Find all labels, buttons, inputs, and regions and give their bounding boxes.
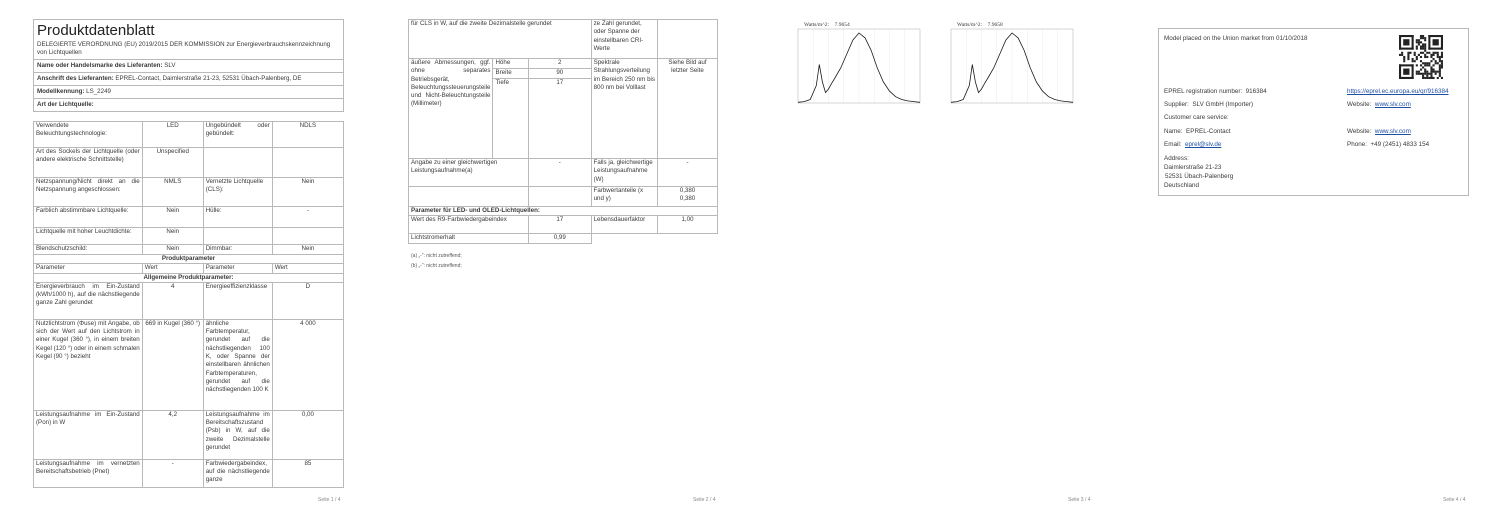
spectrum-chart [939,19,1079,109]
email: Email: eprel@slv.de [1164,141,1222,148]
footnote: (a) „-“: nicht zutreffend; [411,253,462,259]
contact-name: Name: EPREL-Contact [1164,128,1231,135]
table-row: äußere Abmessungen, ggf. ohne separates Betriebsgerät, Beleuchtungssteuerungsteile und Nicht-Beleuchtungsteile (Millimeter) Höhe 2 Spektrale Strahlungsverteilung im Bereich 250 nm bis 800 nm bei Volllast Siehe Bild auf letzter Seite [409,59,718,69]
page-1 [0,0,375,530]
address-label: Address: [1164,155,1189,162]
header-box [33,19,344,112]
market-date: Model placed on the Union market from 01/10/2018 [1164,35,1308,42]
address-line: Daimlerstraße 21-23 [1164,164,1222,171]
supplier-address-row: Anschrift des Lieferanten: EPREL-Contact, Daimlerstraße 21-23, 52531 Übach-Palenberg, DE [34,72,343,85]
table-row: Allgemeine Produktparameter: [34,273,344,282]
phone: Phone: +49 (2451) 4833 154 [1347,141,1430,148]
eprel-link[interactable]: https://eprel.ec.europa.eu/qr/916384 [1347,88,1449,95]
light-type-heading: Art der Lichtquelle: [34,98,343,111]
website-link[interactable]: www.slv.com [1374,101,1411,108]
table-row: Wert des R9-Farbwiedergabeindex 17 Lebensdauerfaktor 1,00 [409,216,718,234]
table-row: Farblich abstimmbare Lichtquelle: Nein Hülle: - [34,207,344,228]
email-link[interactable]: eprel@slv.de [1185,141,1222,148]
page-number: Seite 3 / 4 [1068,497,1091,503]
table-row: Farbwertanteile (x und y) 0,380 0,380 [409,187,718,207]
table-row: Art des Sockels der Lichtquelle (oder andere elektrische Schnittstelle) Unspecified [34,148,344,178]
address-line: 52531 Übach-Palenberg [1165,173,1234,180]
table-row: Breite 90 [409,69,718,79]
table-header-row: Parameter Wert Parameter Wert [34,264,344,273]
spectrum-plot [939,19,1079,109]
care-website-link[interactable]: www.slv.com [1374,128,1411,135]
table-row: für CLS in W, auf die zweite Dezimalstelle gerundet ze Zahl gerundet, oder Spanne der einstellbaren CRI-Werte [409,20,718,59]
page-number: Seite 2 / 4 [693,497,716,503]
model-row: Modellkennung: LS_2249 [34,85,343,98]
eprel-card [1158,28,1469,196]
table-row: Tiefe 17 [409,79,718,159]
table-row: Leistungsaufnahme im vernetzten Bereitschaftsbetrieb (Pnet) - Farbwiedergabeindex, auf die nächstliegende ganze 85 [34,459,344,487]
table-row: Blendschutzschild: Nein Dimmbar: Nein [34,245,344,255]
customer-care-heading: Customer care service: [1164,114,1229,121]
page-3 [750,0,1125,530]
address-line: Deutschland [1164,182,1200,189]
table-row: Lichtquelle mit hoher Leuchtdichte: Nein [34,228,344,245]
regulation-text: DELEGIERTE VERORDNUNG (EU) 2019/2015 DER KOMMISSION zur Energieverbrauchskennzeichnung von Lichtquellen [37,41,331,56]
table-row: Parameter für LED- und OLED-Lichtquellen: [409,207,718,216]
table-row: Produktparameter [34,255,344,264]
page-number: Seite 4 / 4 [1443,497,1466,503]
table-row: Nutzlichtstrom (Φuse) mit Angabe, ob sich der Wert auf den Lichtstrom in einer Kugel (360 °), in einem breiten Kegel (120 °) oder in einem schmalen Kegel (90 °) bezieht 669 in Kugel (360 °) ähnliche Farbtemperatur, gerundet auf die nächstliegenden 100 K, oder Spanne der einstellbaren ähnlichen Farbtemperaturen, gerundet auf die nächstliegenden 100 K 4 000 [34,319,344,410]
table-row: Energieverbrauch im Ein-Zustand (kWh/1000 h), auf die nächstliegende ganze Zahl gerundet 4 Energieeffizienzklasse D [34,282,344,319]
website: Website: www.slv.com [1347,101,1411,108]
page-title: Produktdatenblatt [37,22,155,39]
page-number: Seite 1 / 4 [318,497,341,503]
table-row: Netzspannung/Nicht direkt an die Netzspannung angeschlossen: NMLS Vernetzte Lichtquelle (CLS): Nein [34,178,344,207]
supplier: Supplier: SLV GmbH (Importer) [1164,101,1254,108]
table-row: Lichtstromerhalt 0,99 [409,234,718,243]
supplier-name-row: Name oder Handelsmarke des Lieferanten: SLV [34,59,343,72]
chart-label: Watts/m^2: 7.9658 [957,22,1003,28]
table-row: Leistungsaufnahme im Ein-Zustand (Pon) in W 4,2 Leistungsaufnahme im Bereitschaftszustand (Psb) in W, auf die zweite Dezimalstelle gerundet 0,00 [34,410,344,459]
spectrum-chart [786,19,926,109]
page-2 [375,0,750,530]
page-4 [1125,0,1500,530]
eprel-number: EPREL registration number: 916384 [1164,88,1267,95]
table-row: Verwendete Beleuchtungstechnologie: LED Ungebündelt oder gebündelt: NDLS [34,122,344,148]
dimensions-table [408,19,718,244]
table-row: Angabe zu einer gleichwertigen Leistungsaufnahme(a) - Falls ja, gleichwertige Leistungsaufnahme (W) - [409,159,718,187]
qr-code-icon [1399,35,1443,79]
light-source-table [33,121,344,488]
footnote: (b) „-“: nicht zutreffend; [411,263,462,269]
care-website: Website: www.slv.com [1347,128,1411,135]
chart-label: Watts/m^2: 7.9654 [804,22,850,28]
spectrum-plot [786,19,926,109]
